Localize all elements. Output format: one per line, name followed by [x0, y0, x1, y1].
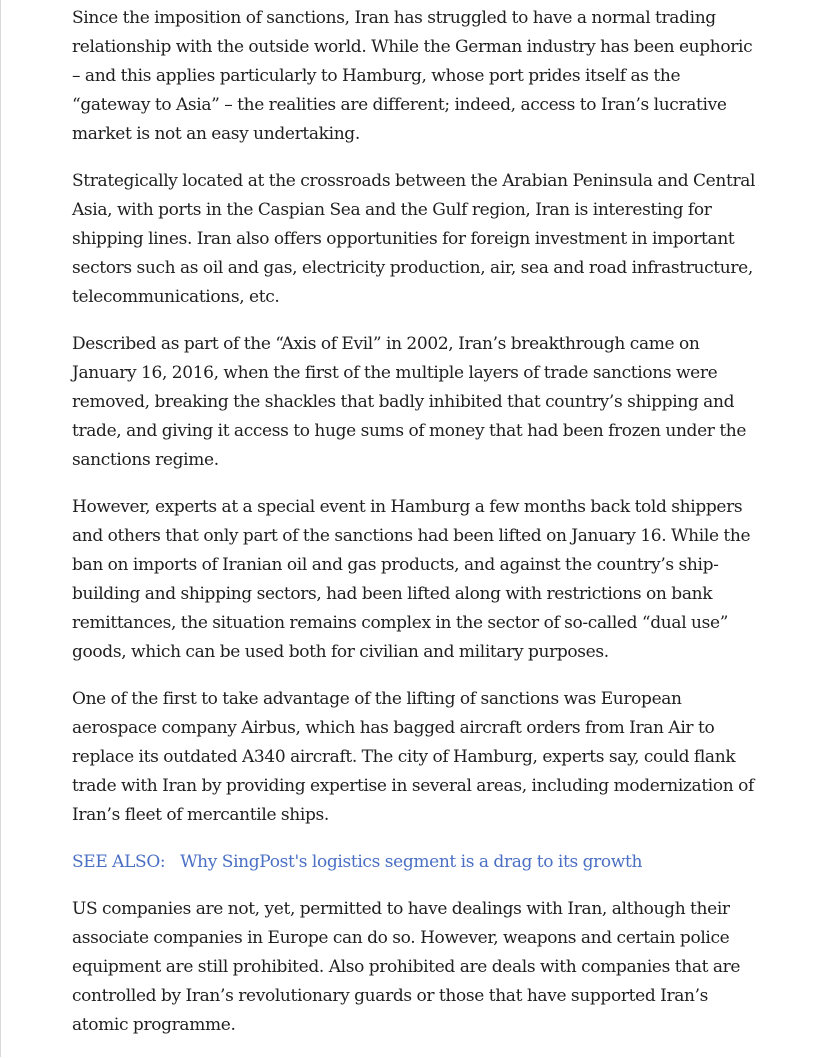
article-paragraph: Described as part of the “Axis of Evil” in 2002, Iran’s breakthrough came on January 16, 2016, when the first of the multiple layers of trade sanctions were removed, breaking the shackles that badly inhibited that country’s shipping and trade, and giving it access to huge sums of money that had been frozen under the sanctions regime.: [72, 334, 747, 470]
article-paragraph: US companies are not, yet, permitted to have dealings with Iran, although their associate companies in Europe can do so. However, weapons and certain police equipment are still prohibited. Also prohibited are deals with companies that are controlled by Iran’s revolutionary guards or those that have supported Iran’s atomic programme.: [72, 899, 741, 1035]
see-also-label: SEE ALSO:: [72, 852, 166, 872]
article-body: [72, 4, 762, 1058]
see-also-block: [72, 848, 762, 877]
article-paragraph: Since the imposition of sanctions, Iran has struggled to have a normal trading relationship with the outside world. While the German industry has been euphoric – and this applies particularly to Hamburg, whose port prides itself as the “gateway to Asia” – the realities are different; indeed, access to Iran’s lucrative market is not an easy undertaking.: [72, 8, 753, 144]
article-paragraph: One of the first to take advantage of the lifting of sanctions was European aerospace company Airbus, which has bagged aircraft orders from Iran Air to replace its outdated A340 aircraft. The city of Hamburg, experts say, could flank trade with Iran by providing expertise in several areas, including modernization of Iran’s fleet of mercantile ships.: [72, 689, 754, 825]
article-paragraph: However, experts at a special event in Hamburg a few months back told shippers and others that only part of the sanctions had been lifted on January 16. While the ban on imports of Iranian oil and gas products, and against the country’s ship-building and shipping sectors, had been lifted along with restrictions on bank remittances, the situation remains complex in the sector of so-called “dual use” goods, which can be used both for civilian and military purposes.: [72, 497, 751, 662]
see-also-link[interactable]: Why SingPost's logistics segment is a drag to its growth: [180, 852, 643, 872]
article-paragraph: Strategically located at the crossroads between the Arabian Peninsula and Central Asia, with ports in the Caspian Sea and the Gulf region, Iran is interesting for shipping lines. Iran also offers opportunities for foreign investment in important sectors such as oil and gas, electricity production, air, sea and road infrastructure, telecommunications, etc.: [72, 171, 756, 307]
